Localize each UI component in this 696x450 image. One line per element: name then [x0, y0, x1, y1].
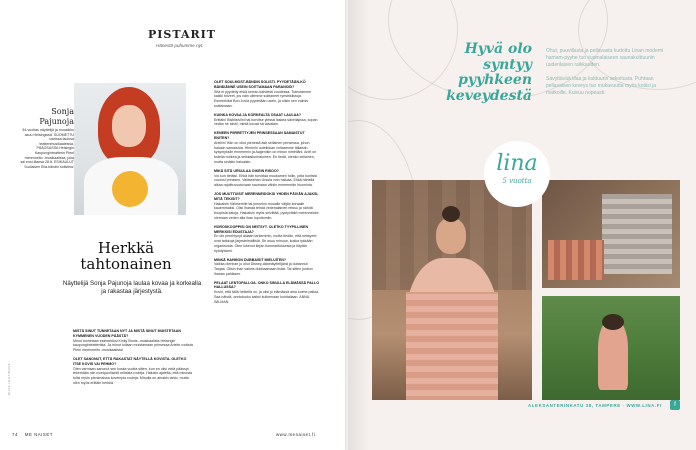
photo-head-shape: [436, 218, 466, 254]
hanging-towels-shape: [602, 194, 672, 274]
answer: Haluaisin Välimerelle tai jonnekin muualle väljän koraalin kauemmaksi. Olisi ihanaa tehdä vedenalainen reissu ja nähdä troopisia kaloja. Haluaisin myös selvittää, pystyvätkö merenneidot olemaan veden alla ihan loputtomiin.: [214, 201, 319, 220]
answer: Sitä ei pyydetty ehkä kerran-kahdesti vuodessa. Toteutamme kaikki toiveet, jos vain olemme soittaneet ryestriklistuja. Esimerkiksi Bon Jovia pyydetään usein, ja olisin sen valmis soittamaan.: [214, 89, 312, 108]
last-name: Pajunoja: [39, 116, 74, 126]
question: KENEEN PIIRRETTYJEN PRINSESSAAN SAMAISTUT ENITEN?: [214, 131, 305, 140]
caption-block: [20, 107, 74, 169]
ad-photo-towels: [542, 180, 680, 288]
article-lead: Näyttelijä Sonja Pajunoja laulaa kovaa ja korkealla ja rakastaa järjestystä.: [62, 280, 202, 295]
blanket-shape: [548, 240, 604, 280]
magazine-website: www.menaiset.fi: [276, 432, 316, 437]
photo-towel-shape: [406, 292, 498, 400]
advertisement-page: [348, 0, 696, 450]
ad-copy-paragraph: Sävyttävää tilaa ja kulttuurin sekoitusta. Puhtaan pellavaisen keveys tuo mukavuutta myös kotiisi ja matkoille. Kuivuu nopeasti.: [546, 76, 657, 96]
qa-column-bottom: [73, 325, 193, 386]
folio: [12, 432, 53, 437]
ad-tagline: Hyvä olo syntyy pyyhkeen keveydestä: [446, 41, 532, 104]
lina-logo: lina: [496, 151, 538, 176]
store-address: ALEKSANTERINKATU 38, TAMPERE · WWW.LINA.FI: [528, 403, 662, 408]
answer: Olen varmaan sanonut sen koska vuotta sitten, kun en olisi vielä päässyt tekemään niin monipuolisesti erilaisia rooleja. Halusin ajatella, että minusta tulisi myös pienimaissa kovempia rooleja. Minulla on ainakin tahto, mutta olen myös erittäin herkkä.: [73, 366, 193, 385]
question: PELAAT LENTOPALLOA. ONKO SINULLA ELÄMÄSSÄ PALLO HALLUSSA?: [214, 280, 320, 290]
question: MISTÄ SINUT TUNNETAAN NYT JA MISTÄ SINUT MUISTETAAN KYMMENEN VUODEN PÄÄSTÄ?: [73, 329, 181, 338]
section-subtitle: Hänestä puhumme nyt.: [156, 43, 204, 48]
ad-copy: [546, 48, 672, 104]
left-page: [0, 0, 347, 450]
section-title: PISTARIT: [148, 28, 216, 41]
ad-copy-paragraph: Ohut, puuvillasta ja pellavasta kudottu Linan moderni hamam-pyyhe tuo suomalaiseen saunakulttuuriin uudenlaisen raikkauden.: [546, 48, 664, 68]
answer: Erittäin! Bisbiisiviini hal korvitse ylessä laskea sävellajissa, sopan vedän ne siistil, mintä kovaa sä taivalain.: [214, 117, 318, 127]
question: KUINKA KOVAA JA KORKEALTA OSAAT LAULAA?: [214, 112, 302, 117]
lina-anniversary-badge: [484, 141, 550, 207]
first-name: Sonja: [51, 107, 74, 116]
ad-main-photo: [372, 180, 532, 400]
photo-credit: KUVA LEHTIKUVA: [7, 362, 11, 395]
page-number: 74: [12, 432, 18, 437]
question: MINKÄ HAHMON DUBBAISIT MIELUITEN?: [214, 257, 287, 262]
answer: Kuvin, että tällä hetkellä on, ja olisi jo elämässä aina kolme palloa. Saa nähdä, onnistuuko kaikki kulkemaan kohdallaan. ANNA WILMAN: [214, 290, 320, 304]
magazine-name: ME NAISET: [24, 432, 53, 437]
facebook-icon[interactable]: f: [670, 400, 680, 410]
photo-hair-bun-shape: [442, 206, 460, 222]
question: MIKÄ SITÄ URSULAA OIKEIN RISOO?: [214, 168, 279, 173]
qa-column-middle: [214, 76, 320, 305]
ad-photo-outdoor: [542, 296, 680, 400]
badge-subtitle: 5 vuotta: [502, 177, 532, 185]
answer: Vaikka olenhan jo ollut Disney-ääninäyttelijänä ja dubannut Tanjaa. Olisin ihan valmis dubbaamaan lisää. Tai sitten jonkun ihanan pahiksen.: [214, 262, 313, 276]
answer: En ole perehtynyt asiaan tarkemmin, mutta tiedän, että neitsyeet ovat tarkkoja järjestelmällisiä. Se osuu minuun, koska tykkään organisoida. Olen lukenut kirjan konmarituksesta ja käytän hyödykseni.: [214, 234, 317, 253]
caption-description: 34-vuotias näyttelijä ja muusikko asuu Helsingissä. SUOMETTU useissa laulusa teatterimusikaaleissa. PÄÄOSASSA Helsingin Kaupunginteatterin Pieni merenneito -musikaalissa, joka sai ensi-illansa 28.8. ESIKAULUT Suolaisen Eila-bändin solistina.: [20, 128, 74, 169]
question: HOROSKOOPPISI ON NEITSYT. OLETKO TYYPILLINEN MERKKISI EDUSTAJA?: [214, 224, 309, 234]
outdoor-person-shape: [598, 320, 628, 390]
question: OLET SANONUT, ETTÄ RAKASTAT NÄYTELLÄ KOVISTA. OLETKO ITSE KOVIS VAI PEHMO?: [73, 356, 187, 366]
question: OLET SOULMOST-BÄNDIN SOLISTI. PYYDETÄÄN-KÖ BÄNDIÄNNE USEIN SOITTAMAAN PARANOID?: [214, 80, 306, 89]
article-headline: Herkkä tahtonainen: [80, 239, 172, 273]
question: JOS MUUTTUISIT MERENNEIDOKSI YHDEN PÄIVÄN AJAKSI, MITÄ TEKISIT?: [214, 191, 319, 201]
answer: Arieliin! Hän on ollut pienestä asti sellainen prinsessa, johon halusin samaistua. Hinnelin uutelinkan voitaamme tällaisiin kysymyksiin ennemmin ja Aagenikin on minun nimelläni. Ariel on todella rohkea ja seikkailunhaluinen. En tiedä, olenko sellainen, mutta sinäkin haluaisin.: [214, 140, 317, 164]
outdoor-person-hair-shape: [602, 314, 624, 330]
portrait-photo: [74, 83, 186, 215]
portrait-shirt-print-shape: [112, 171, 148, 207]
answer: Voi kun tietäisi. Ehkä hän turvittaa muukamen hölin, jotta tunitsisi vuorosi prinssen. Valitseehan Ursula voin haluaa. Ehkä hänellä alkaa rajoittuvuutuvaan saumaan vähiin ennemmän huomiota.: [214, 173, 318, 188]
portrait-face-shape: [112, 105, 146, 147]
answer: Minut tunnetaan esimerkiksi Kinky Boots -musikaalista Helsingin kaupunginteatterista. Ja minut tullaan muistamaan prinsessa Arielin roolista Pieni merenneito -musikaalista!: [73, 338, 193, 353]
